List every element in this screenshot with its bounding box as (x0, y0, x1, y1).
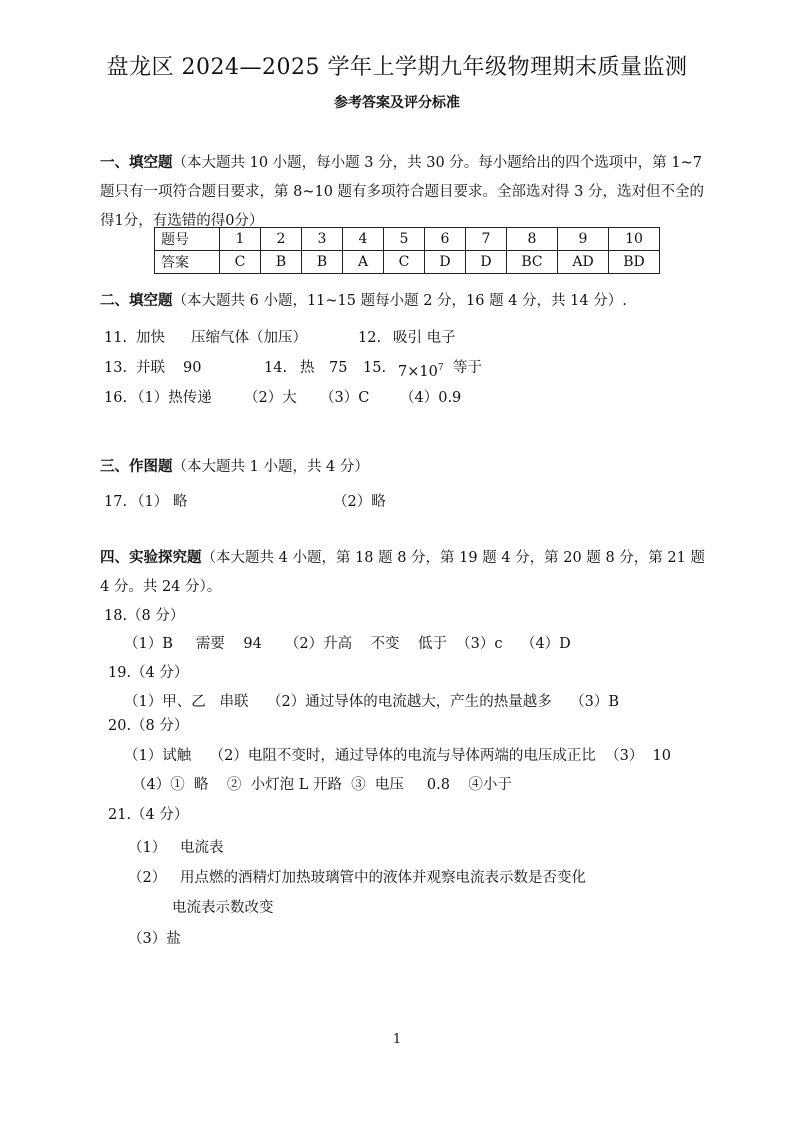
q16-answer-a: （1）热传递 (130, 390, 212, 406)
q14-number: 14. (264, 360, 288, 376)
q16-answer-c: （3）C (320, 390, 370, 406)
table-cell-answer: BC (507, 251, 558, 274)
q16-answer-b: （2）大 (244, 390, 297, 406)
section2-intro (100, 289, 627, 313)
answer-table (154, 227, 660, 274)
q21-answer-3: （3）盐 (128, 931, 181, 947)
section3-desc: （本大题共 1 小题，共 4 分） (172, 459, 369, 475)
section3-intro (100, 455, 369, 479)
section4-heading: 四、实验探究题 (100, 549, 202, 566)
q19-heading: 19.（4 分） (108, 665, 189, 681)
table-cell-answer: A (343, 251, 384, 274)
table-cell-number: 4 (343, 228, 384, 251)
table-cell-number: 5 (384, 228, 425, 251)
q21-answer-2-result: 电流表示数改变 (172, 900, 274, 916)
q16-answer-d: （4）0.9 (400, 390, 462, 406)
q18-answers: （1）B 需要 94 （2）升高 不变 低于 （3）c （4）D (124, 636, 571, 652)
q18-heading: 18.（8 分） (104, 608, 185, 624)
q17-answer-a: （1） 略 (130, 494, 188, 510)
q11-answer-a: 加快 (136, 330, 165, 346)
q21-answer-2: （2） 用点燃的酒精灯加热玻璃管中的液体并观察电流表示数是否变化 (128, 870, 587, 886)
section3-heading: 三、作图题 (100, 458, 173, 475)
q13-answer-b: 90 (183, 360, 202, 376)
q15-number: 15. (363, 360, 387, 376)
q13-answer-a: 并联 (136, 360, 165, 376)
q14-answer-b: 75 (329, 360, 348, 376)
table-cell-number: 2 (261, 228, 302, 251)
table-cell-answer: B (261, 251, 302, 274)
q13-number: 13. (104, 360, 128, 376)
table-row-label: 题号 (155, 228, 220, 251)
section2-desc: （本大题共 6 小题，11~15 题每小题 2 分，16 题 4 分，共 14 分）. (172, 293, 627, 309)
table-cell-answer: BD (609, 251, 660, 274)
table-cell-number: 7 (466, 228, 507, 251)
table-cell-answer: C (220, 251, 261, 274)
q15-answer-exponent: 7 (437, 363, 444, 373)
q21-answer-1: （1） 电流表 (128, 840, 224, 856)
table-cell-number: 6 (425, 228, 466, 251)
page-number: 1 (392, 1032, 402, 1047)
table-cell-number: 9 (558, 228, 609, 251)
q16-number: 16. (104, 390, 128, 406)
table-cell-answer: B (302, 251, 343, 274)
q15-answer-a (398, 356, 444, 384)
q15-answer-base: 7×10 (398, 363, 438, 380)
table-cell-answer: C (384, 251, 425, 274)
section4-desc: （本大题共 4 小题，第 18 题 8 分，第 19 题 4 分，第 20 题 8 分，第 21 题 4 分。共 24 分）。 (100, 550, 705, 595)
q17-number: 17. (104, 494, 128, 510)
q15-answer-b: 等于 (453, 360, 482, 376)
table-cell-number: 3 (302, 228, 343, 251)
table-cell-answer: D (425, 251, 466, 274)
answer-table-row-answers (155, 251, 660, 274)
q11-number: 11. (104, 330, 128, 346)
q14-answer-a: 热 (300, 360, 315, 376)
table-row-label: 答案 (155, 251, 220, 274)
table-cell-answer: D (466, 251, 507, 274)
section1-intro (100, 148, 710, 236)
q11-answer-b: 压缩气体（加压） (191, 330, 307, 346)
q12-answer: 吸引 电子 (393, 330, 456, 346)
q20-answers-line2: （4）① 略 ② 小灯泡 L 开路 ③ 电压 0.8 ④小于 (132, 777, 512, 793)
q21-heading: 21.（4 分） (108, 807, 189, 823)
q20-heading: 20.（8 分） (108, 718, 189, 734)
page-title: 盘龙区 2024—2025 学年上学期九年级物理期末质量监测 (106, 55, 688, 80)
section1-heading: 一、填空题 (100, 154, 173, 171)
table-cell-number: 1 (220, 228, 261, 251)
q17-answer-b: （2）略 (333, 494, 386, 510)
section1-desc: （本大题共 10 小题，每小题 3 分，共 30 分。每小题给出的四个选项中，第 1~7 题只有一项符合题目要求，第 8~10 题有多项符合题目要求。全部选对得 3 分，选对但不全的得1分，有选错的得0分） (100, 155, 704, 229)
q12-number: 12. (358, 330, 382, 346)
table-cell-number: 10 (609, 228, 660, 251)
section4-intro (100, 543, 712, 602)
table-cell-number: 8 (507, 228, 558, 251)
section2-heading: 二、填空题 (100, 292, 173, 309)
page-subtitle: 参考答案及评分标准 (334, 95, 460, 111)
answer-table-row-numbers (155, 228, 660, 251)
q20-answers-line1: （1）试触 （2）电阻不变时，通过导体的电流与导体两端的电压成正比 （3） 10 (124, 748, 671, 764)
table-cell-answer: AD (558, 251, 609, 274)
q19-answers: （1）甲、乙 串联 （2）通过导体的电流越大，产生的热量越多 （3）B (124, 694, 620, 710)
